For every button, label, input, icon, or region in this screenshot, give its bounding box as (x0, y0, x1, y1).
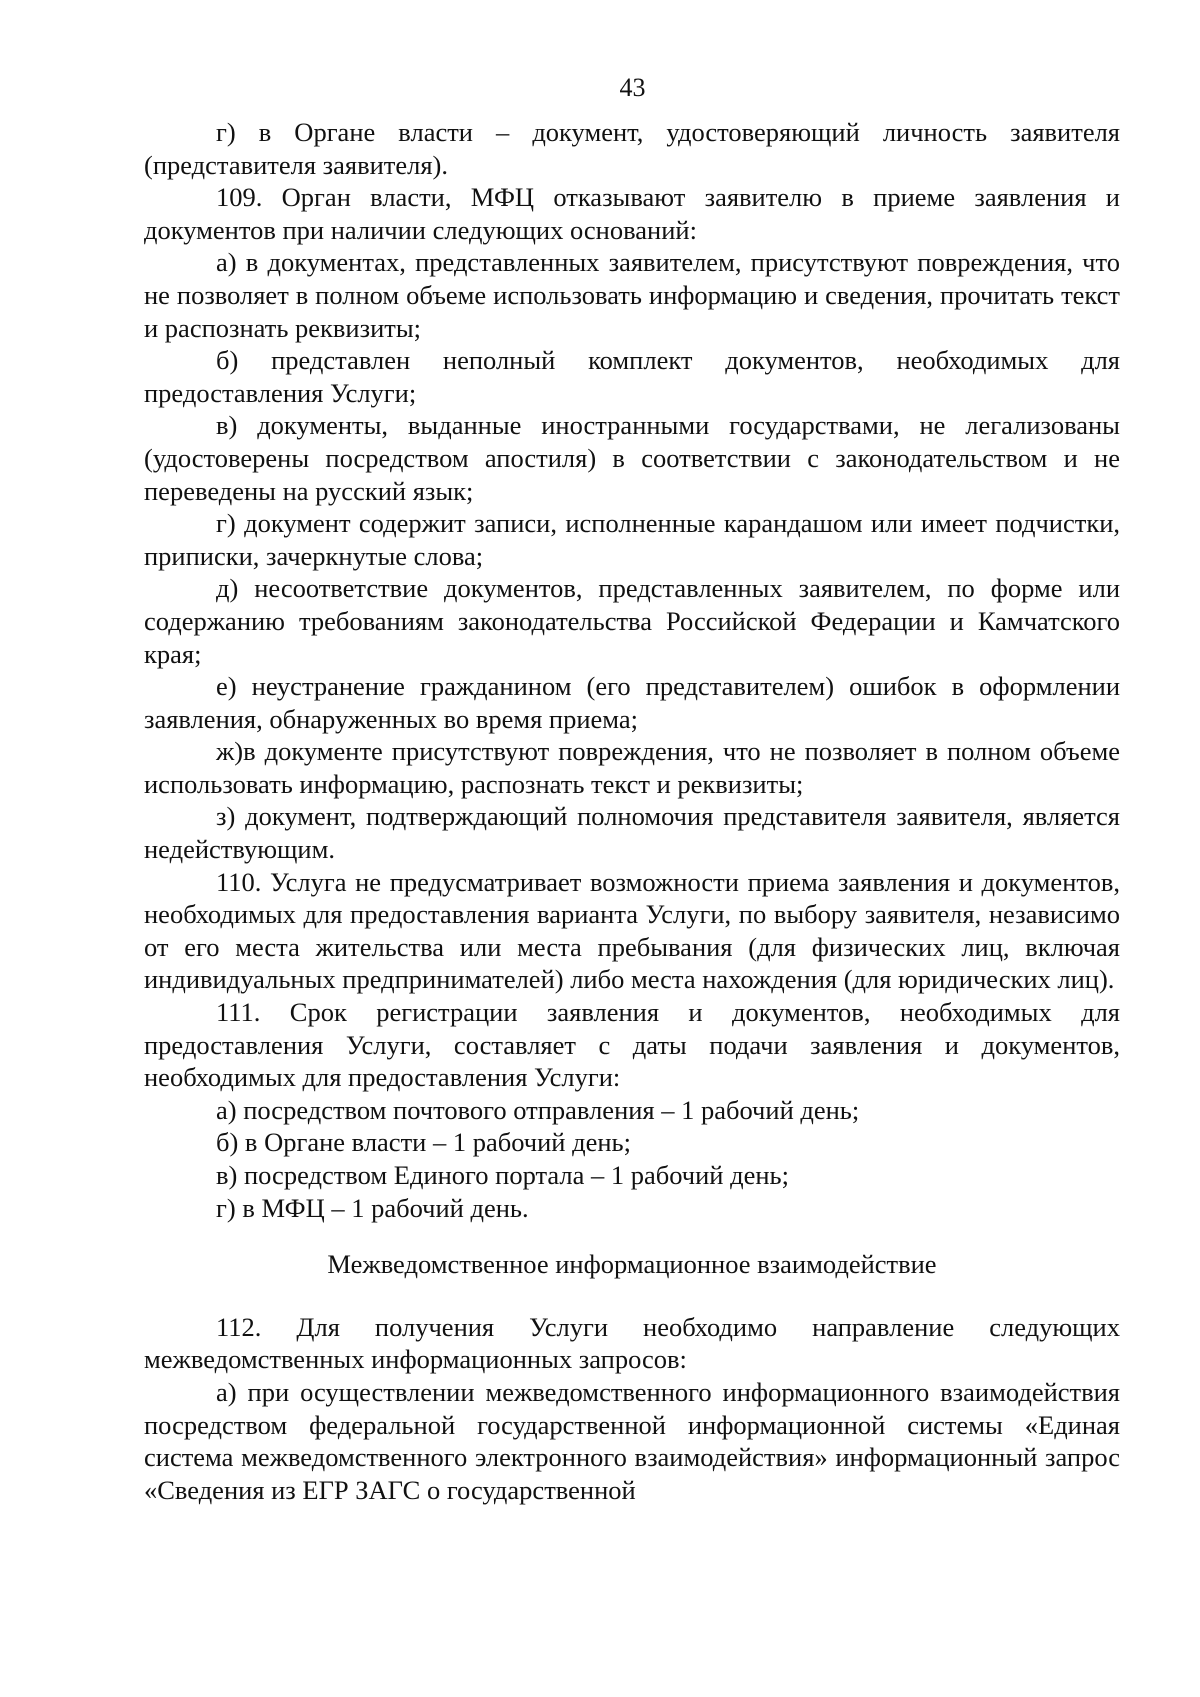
paragraph-109-a: а) в документах, представленных заявителем, присутствуют повреждения, что не позволяет в полном объеме использовать информацию и сведения, прочитать текст и распознать реквизиты; (144, 247, 1120, 343)
paragraph-111-g: г) в МФЦ – 1 рабочий день. (216, 1192, 529, 1223)
paragraph-110: 110. Услуга не предусматривает возможности приема заявления и документов, необходимых для предоставления варианта Услуги, по выбору заявителя, независимо от его места жительства или места пребывания (для физических лиц, включая индивидуальных предпринимателей) либо места нахождения (для юридических лиц). (144, 866, 1120, 995)
paragraph-111: 111. Срок регистрации заявления и документов, необходимых для предоставления Услуги, составляет с даты подачи заявления и документов, необходимых для предоставления Услуги: (144, 997, 1120, 1093)
section-heading: Межведомственное информационное взаимодействие (327, 1249, 937, 1280)
paragraph-item-g-authority: г) в Органе власти – документ, удостоверяющий личность заявителя (представителя заявителя). (144, 117, 1120, 180)
paragraph-109-b: б) представлен неполный комплект документов, необходимых для предоставления Услуги; (144, 345, 1120, 408)
paragraph-109-e: е) неустранение гражданином (его представителем) ошибок в оформлении заявления, обнаруженных во время приема; (144, 671, 1120, 734)
paragraph-109-zh: ж)в документе присутствуют повреждения, что не позволяет в полном объеме использовать информацию, распознать текст и реквизиты; (144, 736, 1120, 799)
document-body (144, 116, 1120, 1506)
paragraph-111-v: в) посредством Единого портала – 1 рабочий день; (216, 1160, 789, 1190)
paragraph-111-b: б) в Органе власти – 1 рабочий день; (216, 1127, 631, 1158)
paragraph-109: 109. Орган власти, МФЦ отказывают заявителю в приеме заявления и документов при наличии следующих оснований: (144, 182, 1120, 245)
paragraph-109-d: д) несоответствие документов, представленных заявителем, по форме или содержанию требованиям законодательства Российской Федерации и Камчатского края; (144, 573, 1120, 669)
paragraph-112-a: а) при осуществлении межведомственного информационного взаимодействия посредством федеральной государственной информационной системы «Единая система межведомственного электронного взаимодействия» информационный запрос «Сведения из ЕГР ЗАГС о государственной (144, 1376, 1120, 1505)
paragraph-111-a: а) посредством почтового отправления – 1 рабочий день; (216, 1094, 860, 1125)
paragraph-109-v: в) документы, выданные иностранными государствами, не легализованы (удостоверены посредством апостиля) в соответствии с законодательством и не переведены на русский язык; (144, 410, 1120, 506)
paragraph-112: 112. Для получения Услуги необходимо направление следующих межведомственных информационных запросов: (144, 1311, 1120, 1375)
page-number: 43 (619, 73, 646, 102)
paragraph-109-g: г) документ содержит записи, исполненные карандашом или имеет подчистки, приписки, зачеркнутые слова; (144, 508, 1120, 571)
paragraph-109-z: з) документ, подтверждающий полномочия представителя заявителя, является недействующим. (144, 801, 1120, 865)
